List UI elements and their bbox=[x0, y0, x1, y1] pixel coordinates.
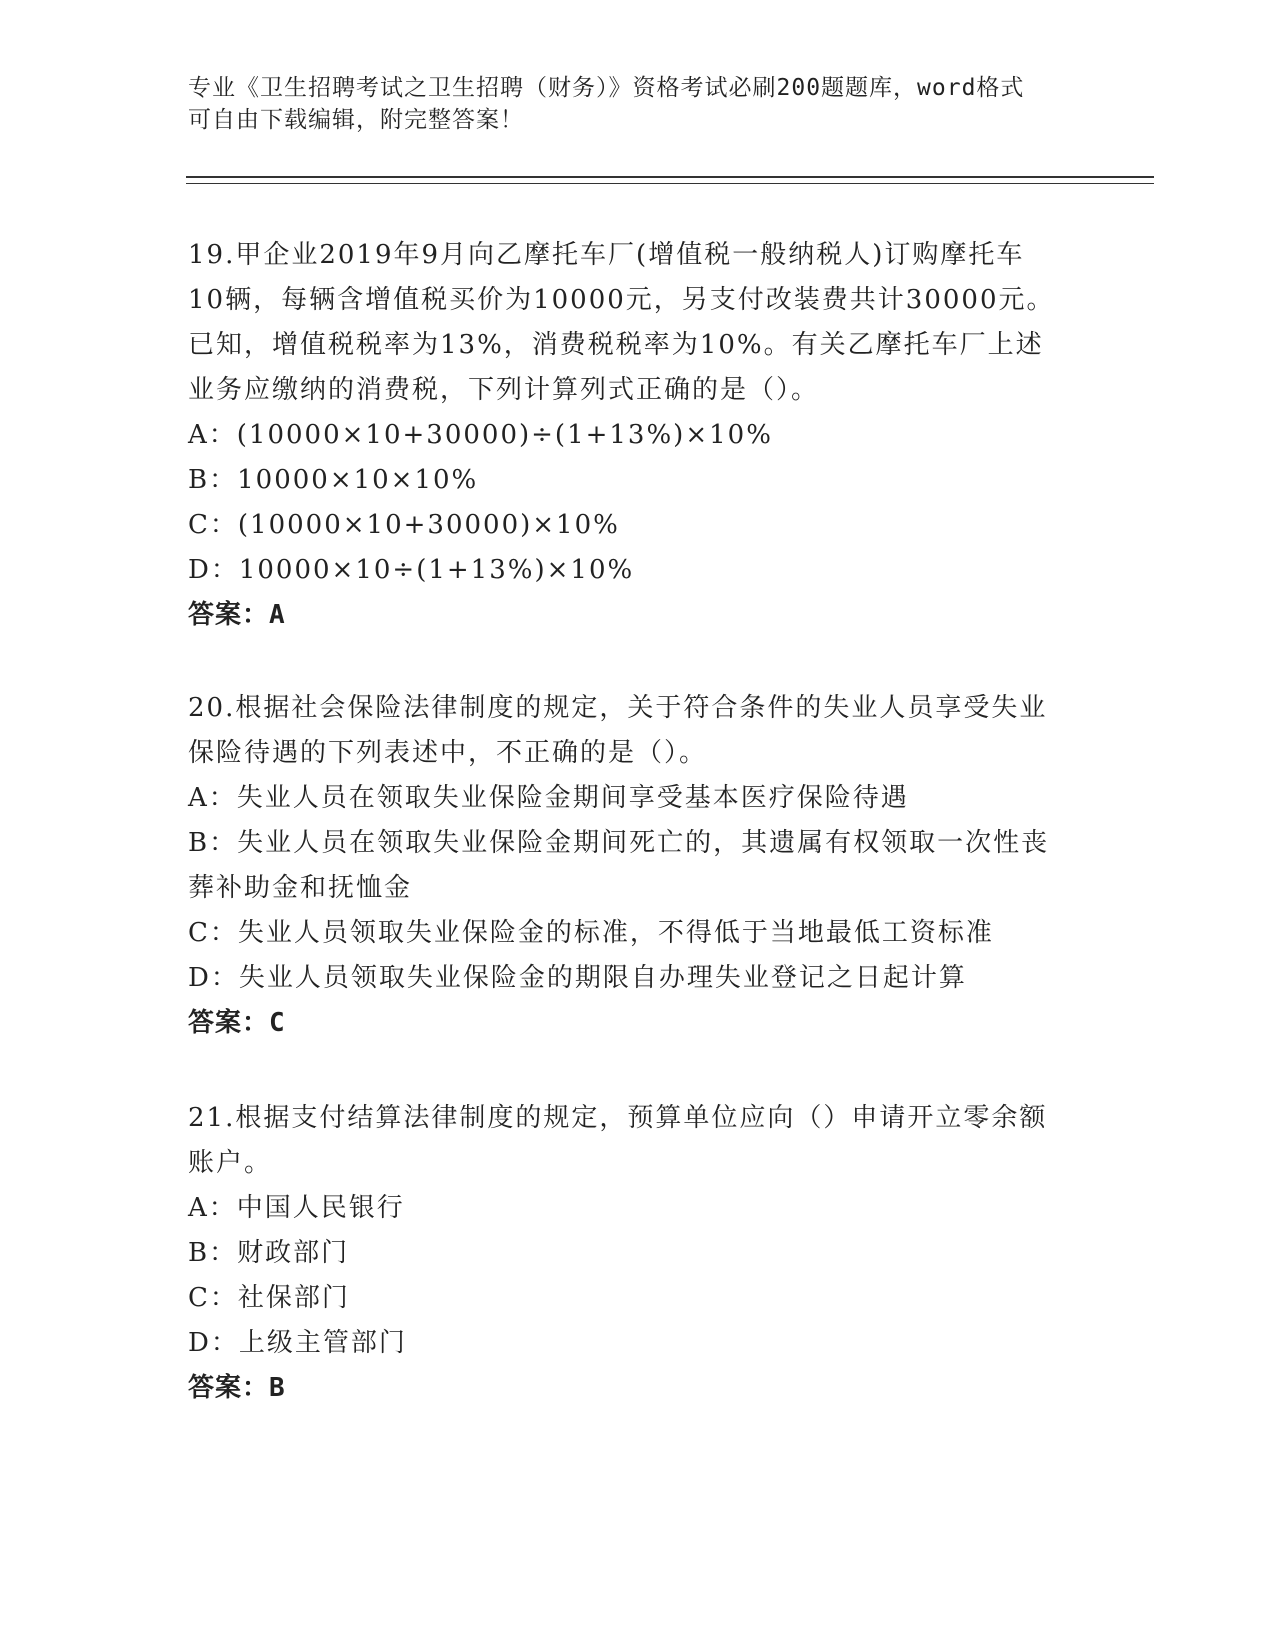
header-line: 可自由下载编辑，附完整答案！ bbox=[188, 107, 524, 133]
question-20 bbox=[188, 686, 1088, 1046]
option-d: D：10000×10÷(1+13%)×10% bbox=[188, 555, 635, 585]
option-a: A：(10000×10+30000)÷(1+13%)×10% bbox=[188, 420, 773, 450]
option-b: B：10000×10×10% bbox=[188, 465, 479, 495]
option-a: A：中国人民银行 bbox=[188, 1193, 405, 1223]
option-d: D：上级主管部门 bbox=[188, 1328, 407, 1358]
option-c: C：(10000×10+30000)×10% bbox=[188, 510, 620, 540]
answer-label: 答案：C bbox=[188, 1008, 286, 1038]
header-line: 专业《卫生招聘考试之卫生招聘（财务）》资格考试必刷200题题库，word格式 bbox=[188, 75, 1025, 101]
answer-label: 答案：A bbox=[188, 600, 286, 630]
option-c: C：社保部门 bbox=[188, 1283, 350, 1313]
option-b-continuation: 葬补助金和抚恤金 bbox=[188, 873, 413, 903]
question-stem-line: 保险待遇的下列表述中，不正确的是（）。 bbox=[188, 738, 708, 768]
header-divider bbox=[186, 176, 1154, 184]
answer-label: 答案：B bbox=[188, 1373, 286, 1403]
option-d: D：失业人员领取失业保险金的期限自办理失业登记之日起计算 bbox=[188, 963, 967, 993]
option-b: B：财政部门 bbox=[188, 1238, 350, 1268]
question-stem-line: 业务应缴纳的消费税，下列计算列式正确的是（）。 bbox=[188, 375, 820, 405]
question-stem-line: 21.根据支付结算法律制度的规定，预算单位应向（）申请开立零余额 bbox=[188, 1103, 1048, 1133]
option-a: A：失业人员在领取失业保险金期间享受基本医疗保险待遇 bbox=[188, 783, 909, 813]
question-stem-line: 19.甲企业2019年9月向乙摩托车厂(增值税一般纳税人)订购摩托车 bbox=[188, 240, 1025, 270]
question-stem-line: 已知，增值税税率为13%，消费税税率为10%。有关乙摩托车厂上述 bbox=[188, 330, 1044, 360]
document-header bbox=[188, 72, 1068, 136]
option-c: C：失业人员领取失业保险金的标准，不得低于当地最低工资标准 bbox=[188, 918, 994, 948]
question-stem-line: 10辆，每辆含增值税买价为10000元，另支付改装费共计30000元。 bbox=[188, 285, 1055, 315]
question-stem-line: 20.根据社会保险法律制度的规定，关于符合条件的失业人员享受失业 bbox=[188, 693, 1048, 723]
option-b: B：失业人员在领取失业保险金期间死亡的，其遗属有权领取一次性丧 bbox=[188, 828, 1050, 858]
question-21 bbox=[188, 1096, 1088, 1411]
question-19 bbox=[188, 233, 1088, 638]
question-stem-line: 账户。 bbox=[188, 1148, 273, 1178]
